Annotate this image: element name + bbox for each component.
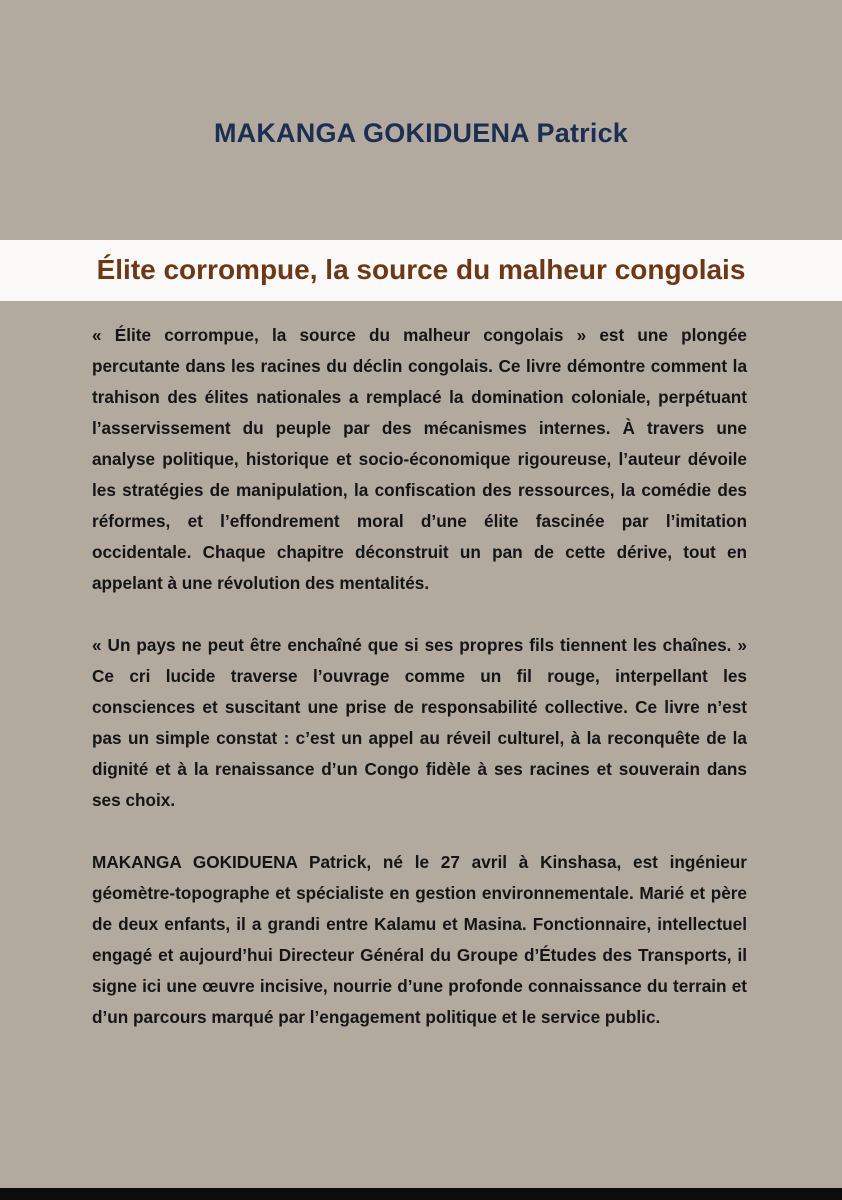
author-name: MAKANGA GOKIDUENA Patrick: [213, 118, 629, 148]
book-title: Élite corrompue, la source du malheur congolais: [96, 254, 746, 285]
blurb-paragraph-summary: « Élite corrompue, la source du malheur congolais » est une plongée percutante dans les racines du déclin congolais. Ce livre démontre comment la trahison des élites nationales a remplacé la domination coloniale, perpétuant l’asservissement du peuple par des mécanismes internes. À travers une analyse politique, historique et socio-économique rigoureuse, l’auteur dévoile les stratégies de manipulation, la confiscation des ressources, la comédie des réformes, et l’effondrement moral d’une élite fascinée par l’imitation occidentale. Chaque chapitre déconstruit un pan de cette dérive, tout en appelant à une révolution des mentalités.: [92, 325, 747, 593]
title-band: [0, 240, 842, 301]
blurb-paragraph-quote: « Un pays ne peut être enchaîné que si ses propres fils tiennent les chaînes. » Ce cri lucide traverse l’ouvrage comme un fil rouge, interpellant les consciences et suscitant une prise de responsabilité collective. Ce livre n’est pas un simple constat : c’est un appel au réveil culturel, à la reconquête de la dignité et à la renaissance d’un Congo fidèle à ses racines et souverain dans ses choix.: [92, 635, 747, 810]
author-biography: MAKANGA GOKIDUENA Patrick, né le 27 avril à Kinshasa, est ingénieur géomètre-topographe et spécialiste en gestion environnementale. Marié et père de deux enfants, il a grandi entre Kalamu et Masina. Fonctionnaire, intellectuel engagé et aujourd’hui Directeur Général du Groupe d’Études des Transports, il signe ici une œuvre incisive, nourrie d’une profonde connaissance du terrain et d’un parcours marqué par l’engagement politique et le service public.: [92, 852, 747, 1027]
blurb-text: [92, 320, 747, 1064]
bottom-edge-bar: [0, 1188, 842, 1200]
